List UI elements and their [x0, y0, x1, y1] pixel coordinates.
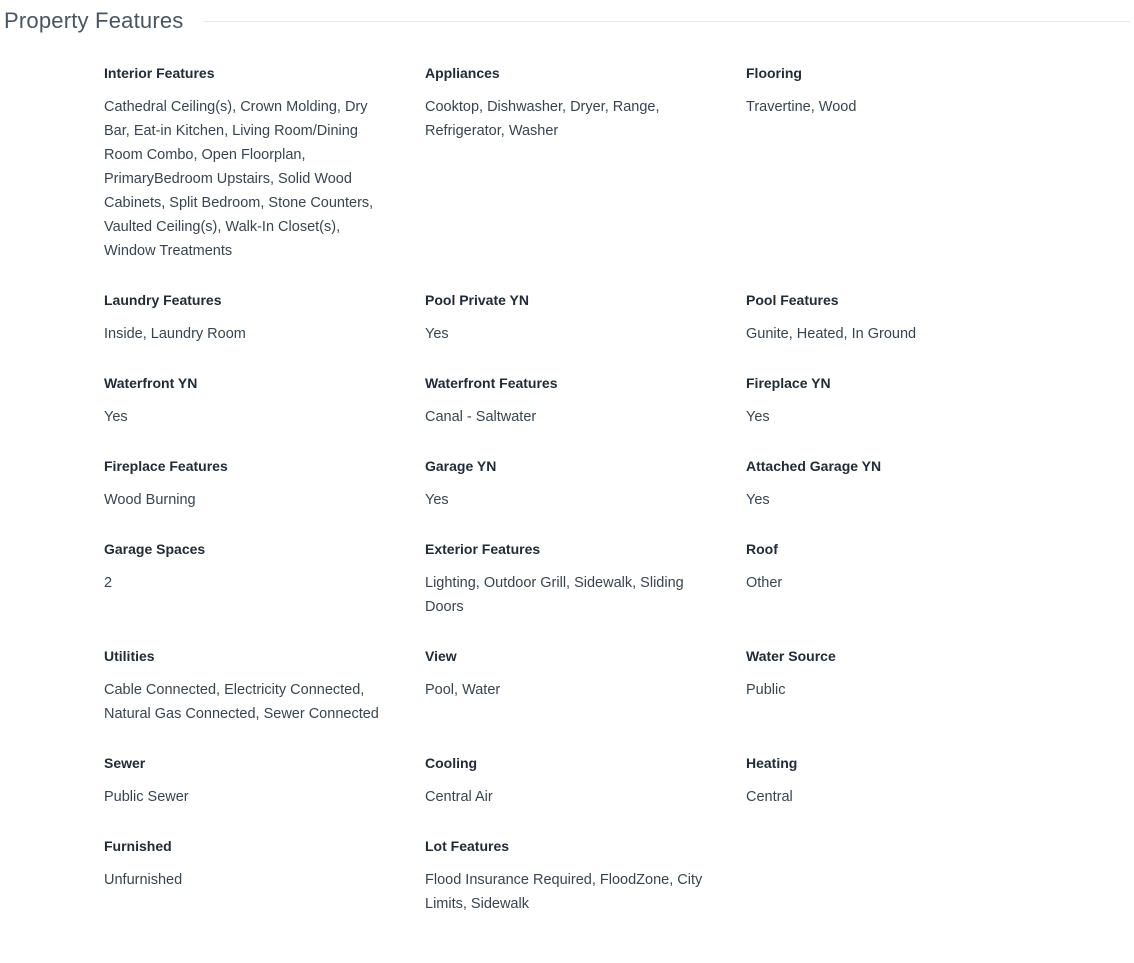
feature-value: Gunite, Heated, In Ground	[746, 326, 917, 342]
features-grid	[104, 63, 1068, 943]
section-title: Property Features	[4, 8, 184, 33]
feature-value: Yes	[746, 409, 770, 425]
feature-value: Yes	[425, 326, 449, 342]
feature-value: Cathedral Ceiling(s), Crown Molding, Dry Bar, Eat-in Kitchen, Living Room/Dining Room Combo, Open Floorplan, PrimaryBedroom Upstairs, Solid Wood Cabinets, Split Bedroom, Stone Counters, Vaulted Ceiling(s), Walk-In Closet(s), Window Treatments	[104, 99, 374, 259]
feature-exterior-features	[425, 539, 746, 646]
feature-value: Central	[746, 789, 793, 805]
property-features-header	[4, 4, 1130, 38]
feature-value: Pool, Water	[425, 682, 501, 698]
feature-value: Yes	[104, 409, 128, 425]
feature-value: Central Air	[425, 789, 493, 805]
feature-label: Interior Features	[104, 65, 215, 81]
feature-roof	[746, 539, 1068, 646]
feature-value: Yes	[746, 492, 770, 508]
feature-sewer	[104, 753, 425, 836]
section-divider	[203, 21, 1130, 22]
feature-value: Cable Connected, Electricity Connected, Natural Gas Connected, Sewer Connected	[104, 682, 379, 722]
feature-label: Exterior Features	[425, 541, 541, 557]
feature-water-source	[746, 646, 1068, 753]
feature-attached-garage-yn	[746, 456, 1068, 539]
feature-cooling	[425, 753, 746, 836]
feature-value: Yes	[425, 492, 449, 508]
feature-label: Furnished	[104, 838, 172, 854]
feature-value: Wood Burning	[104, 492, 196, 508]
feature-label: View	[425, 648, 457, 664]
feature-label: Pool Features	[746, 292, 839, 308]
feature-label: Laundry Features	[104, 292, 222, 308]
feature-garage-spaces	[104, 539, 425, 646]
feature-pool-private-yn	[425, 290, 746, 373]
feature-label: Fireplace YN	[746, 375, 831, 391]
feature-flooring	[746, 63, 1068, 290]
feature-label: Flooring	[746, 65, 802, 81]
feature-value: Public	[746, 682, 786, 698]
feature-heating	[746, 753, 1068, 836]
feature-label: Garage Spaces	[104, 541, 206, 557]
feature-value: Cooktop, Dishwasher, Dryer, Range, Refrigerator, Washer	[425, 99, 660, 139]
feature-value: Unfurnished	[104, 872, 183, 888]
feature-furnished	[104, 836, 425, 943]
feature-label: Garage YN	[425, 458, 497, 474]
feature-value: Travertine, Wood	[746, 99, 857, 115]
feature-laundry-features	[104, 290, 425, 373]
feature-pool-features	[746, 290, 1068, 373]
feature-fireplace-yn	[746, 373, 1068, 456]
feature-interior-features	[104, 63, 425, 290]
feature-label: Fireplace Features	[104, 458, 228, 474]
feature-appliances	[425, 63, 746, 290]
feature-label: Pool Private YN	[425, 292, 530, 308]
feature-label: Heating	[746, 755, 798, 771]
feature-label: Appliances	[425, 65, 500, 81]
feature-value: Inside, Laundry Room	[104, 326, 246, 342]
feature-value: Other	[746, 575, 783, 591]
feature-label: Utilities	[104, 648, 155, 664]
feature-label: Waterfront Features	[425, 375, 558, 391]
feature-value: 2	[104, 575, 113, 591]
feature-label: Attached Garage YN	[746, 458, 882, 474]
feature-garage-yn	[425, 456, 746, 539]
feature-label: Cooling	[425, 755, 478, 771]
feature-waterfront-features	[425, 373, 746, 456]
feature-value: Canal - Saltwater	[425, 409, 537, 425]
feature-utilities	[104, 646, 425, 753]
feature-value: Flood Insurance Required, FloodZone, City Limits, Sidewalk	[425, 872, 703, 912]
feature-value: Lighting, Outdoor Grill, Sidewalk, Sliding Doors	[425, 575, 684, 615]
feature-label: Sewer	[104, 755, 146, 771]
feature-fireplace-features	[104, 456, 425, 539]
feature-value: Public Sewer	[104, 789, 189, 805]
feature-label: Waterfront YN	[104, 375, 198, 391]
feature-label: Water Source	[746, 648, 836, 664]
feature-waterfront-yn	[104, 373, 425, 456]
feature-lot-features	[425, 836, 746, 943]
feature-view	[425, 646, 746, 753]
feature-label: Roof	[746, 541, 778, 557]
feature-label: Lot Features	[425, 838, 510, 854]
